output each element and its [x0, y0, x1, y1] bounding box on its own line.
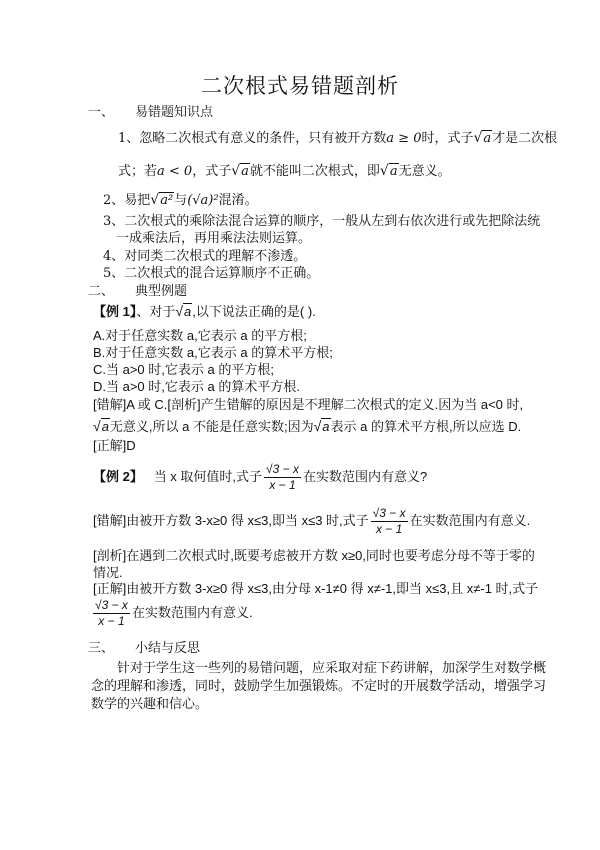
fraction-expression: $\frac{√3 - x}{x - 1}$ — [266, 462, 299, 492]
summary-line3: 数学的兴趣和信心。 — [91, 697, 209, 712]
correct-answer1: [正解]D — [93, 438, 136, 453]
summary-line1: 针对于学生这一些列的易错问题，应采取对症下药讲解，加深学生对数学概 — [117, 661, 547, 676]
sqrt-a-radical: √a — [473, 130, 492, 146]
option-c: C.当 a>0 时,它表示 a 的平方根; — [93, 362, 274, 377]
page-title: 二次根式易错题剖析 — [201, 74, 399, 98]
option-b: B.对于任意实数 a,它表示 a 的算术平方根; — [93, 345, 333, 360]
item3-line2: 一成乘法后，再用乘法法则运算。 — [116, 231, 312, 246]
item4: 4、对同类二次根式的理解不渗透。 — [103, 249, 307, 264]
example1-question: 【例 1】、对于√a,以下说法正确的是( ). — [93, 303, 316, 319]
summary-line2: 念的理解和渗透，同时，鼓励学生加强锻炼。不定时的开展数学活动，增强学习 — [91, 679, 547, 694]
correct-answer2-line1: [正解]由被开方数 3-x≥0 得 x≤3,由分母 x-1≠0 得 x≠-1,即当 x≤3,且 x≠-1 时,式子 — [93, 581, 539, 596]
option-a: A.对于任意实数 a,它表示 a 的平方根; — [93, 328, 307, 343]
example2-question: 【例 2】 当 x 取何值时,式子 $\frac{√3 - x}{x - 1}$ 在实数范围内有意义? — [93, 462, 428, 492]
item1-line2: 式；若a < 0，式子√a就不能叫二次根式，即√a无意义。 — [118, 163, 451, 179]
sqrt-a-squared-radical: √a² — [150, 192, 174, 208]
item3-line1: 3、二次根式的乘除法混合运算的顺序，一般从左到右依次进行或先把除法统 — [103, 214, 541, 229]
section3-number: 三、 — [88, 641, 115, 656]
item2: 2、易把√a²与(√a)²混淆。 — [103, 192, 258, 208]
item5: 5、二次根式的混合运算顺序不正确。 — [103, 266, 320, 281]
section3-heading: 小结与反思 — [135, 641, 201, 656]
analysis2-line2: 情况. — [93, 565, 123, 580]
wrong-answer1-line2: √a无意义,所以 a 不能是任意实数;因为√a表示 a 的算术平方根,所以应选 D. — [93, 418, 522, 434]
section2-heading: 典型例题 — [135, 284, 188, 299]
analysis2-line1: [剖析]在遇到二次根式时,既要考虑被开方数 x≥0,同时也要考虑分母不等于零的 — [93, 548, 535, 563]
section1-heading: 易错题知识点 — [135, 105, 214, 120]
section2-number: 二、 — [88, 284, 115, 299]
section1-number: 一、 — [88, 105, 115, 120]
correct-answer2-line2: $\frac{√3 - x}{x - 1}$ 在实数范围内有意义. — [95, 598, 253, 628]
wrong-answer1-line1: [错解]A 或 C.[剖析]产生错解的原因是不理解二次根式的定义.因为当 a<0 时, — [93, 397, 524, 412]
option-d: D.当 a>0 时,它表示 a 的算术平方根. — [93, 379, 300, 394]
wrong-answer2: [错解]由被开方数 3-x≥0 得 x≤3,即当 x≤3 时,式子 $\frac{√3 - x}{x - 1}$ 在实数范围内有意义. — [93, 506, 531, 536]
item1-line1: 1、忽略二次根式有意义的条件，只有被开方数a ≥ 0时，式子√a才是二次根 — [118, 130, 558, 146]
